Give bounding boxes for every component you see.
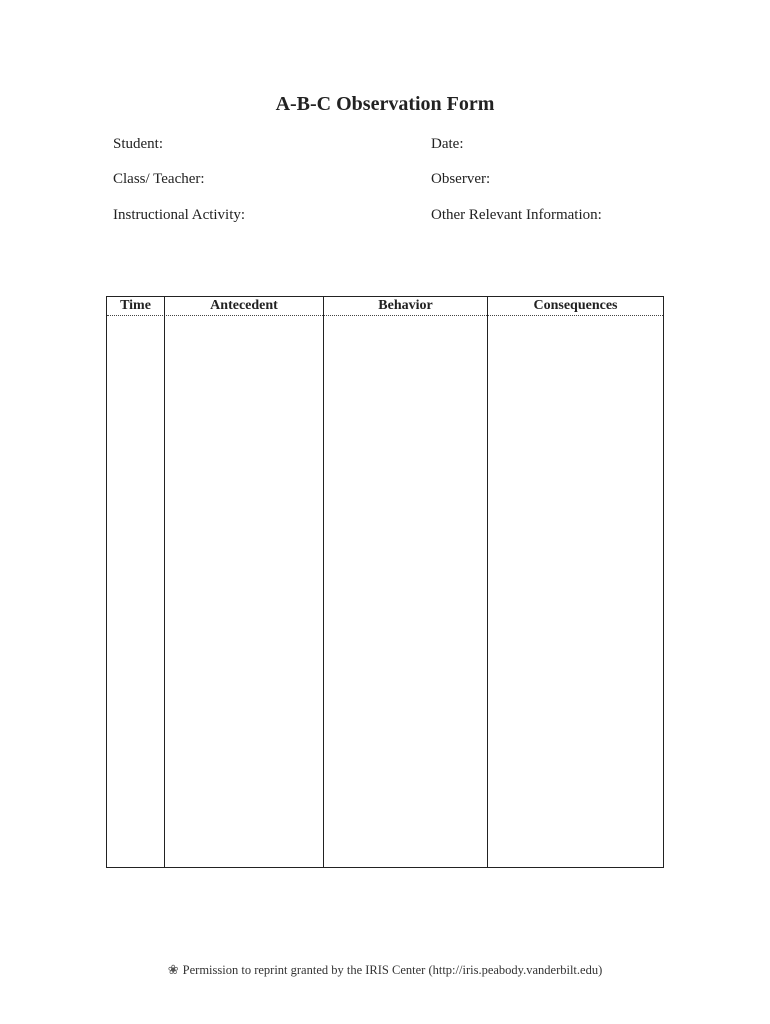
time-cell[interactable]: [107, 316, 164, 867]
class-teacher-label: Class/ Teacher:: [113, 171, 205, 187]
header-antecedent: Antecedent: [210, 298, 278, 313]
header-time: Time: [120, 298, 151, 313]
header-behavior: Behavior: [378, 298, 433, 313]
other-relevant-info-label: Other Relevant Information:: [431, 207, 602, 223]
header-consequences: Consequences: [533, 298, 618, 313]
observer-label: Observer:: [431, 171, 491, 187]
date-label: Date:: [431, 136, 464, 152]
footer: [0, 962, 770, 978]
consequences-cell[interactable]: [488, 316, 663, 867]
page-title: A-B-C Observation Form: [275, 93, 495, 115]
iris-logo-icon: ❀: [167, 962, 179, 977]
behavior-cell[interactable]: [324, 316, 487, 867]
permission-text: Permission to reprint granted by the IRIS Center (http://iris.peabody.vanderbilt.edu): [182, 963, 603, 977]
student-label: Student:: [113, 136, 164, 152]
abc-observation-table: [106, 296, 664, 868]
instructional-activity-label: Instructional Activity:: [113, 207, 246, 223]
antecedent-cell[interactable]: [165, 316, 323, 867]
